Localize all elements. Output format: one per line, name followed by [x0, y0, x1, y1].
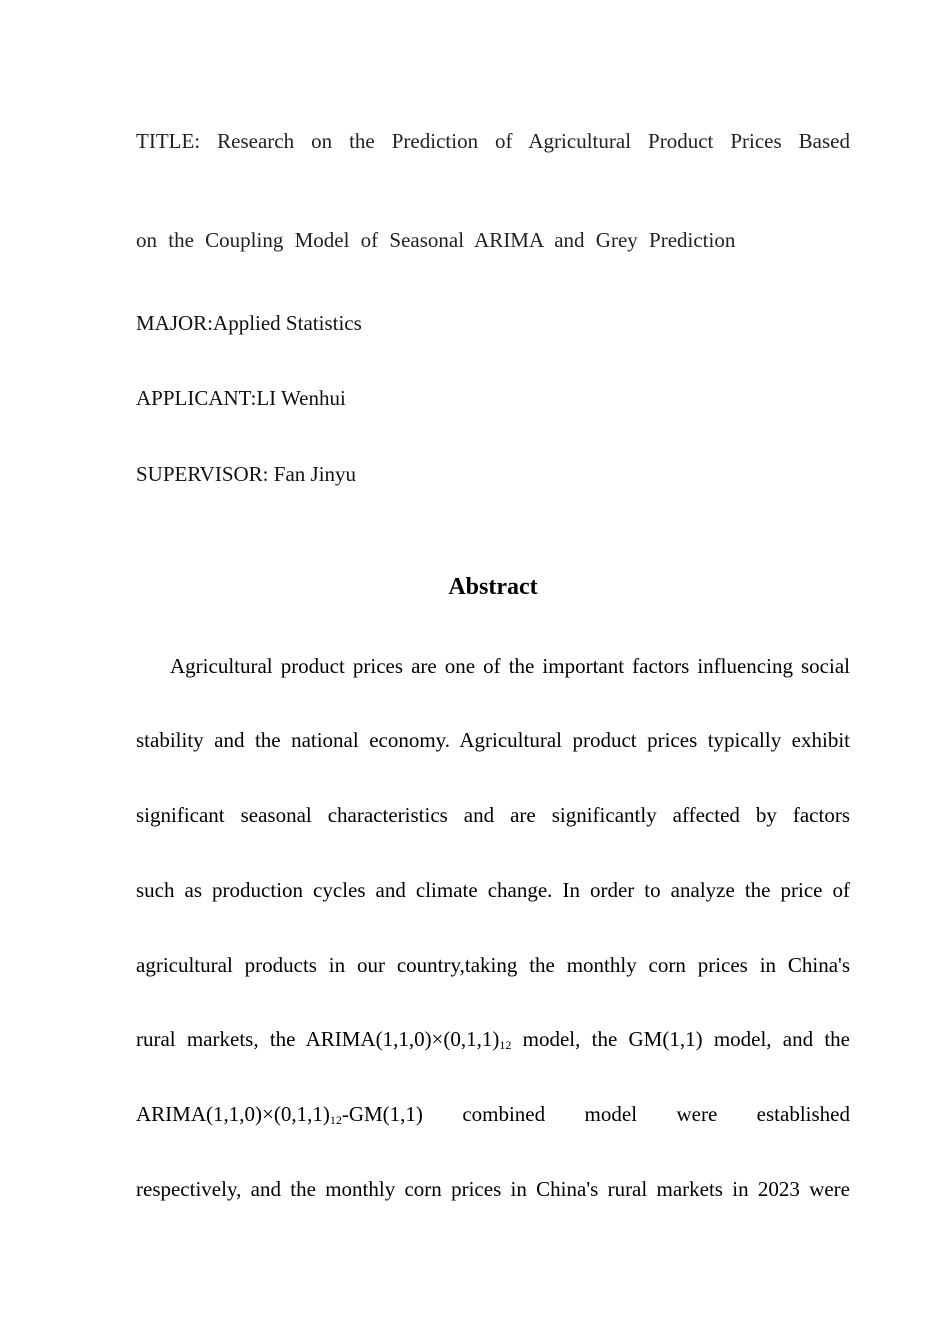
major-label: MAJOR:	[136, 311, 214, 335]
supervisor-line	[136, 460, 850, 488]
abstract-heading: Abstract	[448, 574, 538, 600]
abstract-line-6-part-b: model, the GM(1,1) model, and the	[511, 1027, 851, 1051]
abstract-line-6	[136, 1025, 850, 1053]
title-line-1	[136, 127, 850, 155]
major-line	[136, 309, 850, 337]
applicant-label: APPLICANT:	[136, 386, 257, 410]
supervisor-value: Fan Jinyu	[273, 462, 357, 486]
applicant-value: LI Wenhui	[256, 386, 346, 410]
abstract-line-8: respectively, and the monthly corn prices in China's rural markets in 2023 were	[136, 1177, 850, 1201]
abstract-line-3: significant seasonal characteristics and are significantly affected by factors	[136, 803, 850, 827]
title-label: TITLE:	[136, 129, 201, 153]
abstract-line-5: agricultural products in our country,taking the monthly corn prices in China's	[136, 953, 850, 977]
document-page	[136, 0, 850, 1344]
major-value: Applied Statistics	[213, 311, 362, 335]
abstract-line-6-subscript: 12	[499, 1038, 512, 1052]
applicant-line	[136, 384, 850, 412]
title-line-2: on the Coupling Model of Seasonal ARIMA and Grey Prediction	[136, 228, 736, 252]
abstract-line-1: Agricultural product prices are one of the important factors influencing social	[170, 654, 850, 678]
supervisor-label: SUPERVISOR:	[136, 462, 269, 486]
title-text-line-1: Research on the Prediction of Agricultural Product Prices Based	[217, 129, 850, 153]
abstract-line-6-part-a: rural markets, the ARIMA(1,1,0)×(0,1,1)	[136, 1027, 500, 1051]
abstract-line-7-part-b: -GM(1,1) combined model were established	[341, 1102, 850, 1126]
abstract-line-4: such as production cycles and climate change. In order to analyze the price of	[136, 878, 850, 902]
abstract-line-2: stability and the national economy. Agricultural product prices typically exhibit	[136, 728, 850, 752]
abstract-line-7-part-a: ARIMA(1,1,0)×(0,1,1)	[136, 1102, 330, 1126]
abstract-line-7-subscript: 12	[329, 1113, 342, 1127]
abstract-line-7	[136, 1100, 850, 1128]
